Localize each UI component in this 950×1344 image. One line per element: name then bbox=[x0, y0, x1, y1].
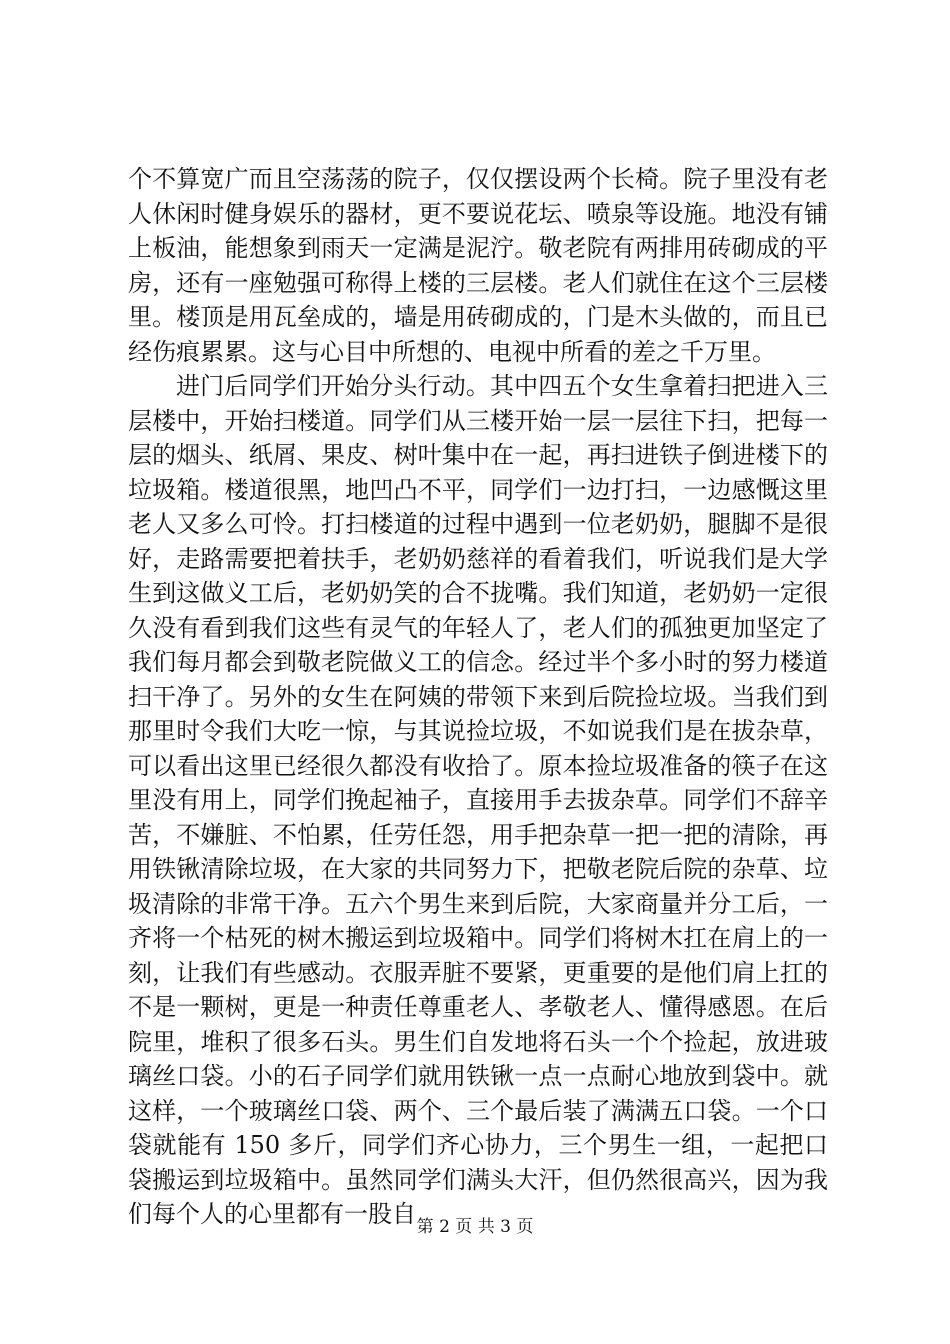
paragraph-2: 进门后同学们开始分头行动。其中四五个女生拿着扫把进入三层楼中，开始扫楼道。同学们从三楼开始一层一层往下扫，把每一层的烟头、纸屑、果皮、树叶集中在一起，再扫进铁子倒进楼下的垃圾箱。楼道很黑，地凹凸不平，同学们一边打扫，一边感慨这里老人又多么可怜。打扫楼道的过程中遇到一位老奶奶，腿脚不是很好，走路需要把着扶手，老奶奶慈祥的看着我们，听说我们是大学生到这做义工后，老奶奶笑的合不拢嘴。我们知道，老奶奶一定很久没有看到我们这些有灵气的年轻人了，老人们的孤独更加坚定了我们每月都会到敬老院做义工的信念。经过半个多小时的努力楼道扫干净了。另外的女生在阿姨的带领下来到后院捡垃圾。当我们到那里时令我们大吃一惊，与其说捡垃圾，不如说我们是在拔杂草，可以看出这里已经很久都没有收拾了。原本捡垃圾准备的筷子在这里没有用上，同学们挽起袖子，直接用手去拔杂草。同学们不辞辛苦，不嫌脏、不怕累，任劳任怨，用手把杂草一把一把的清除，再用铁锹清除垃圾，在大家的共同努力下，把敬老院后院的杂草、垃圾清除的非常干净。五六个男生来到后院，大家商量并分工后，一齐将一个枯死的树木搬运到垃圾箱中。同学们将树木扛在肩上的一刻，让我们有些感动。衣服弄脏不要紧，更重要的是他们肩上扛的不是一颗树，更是一种责任尊重老人、孝敬老人、懂得感恩。在后院里，堆积了很多石头。男生们自发地将石头一个个捡起，放进玻璃丝口袋。小的石子同学们就用铁锹一点一点耐心地放到袋中。就这样，一个玻璃丝口袋、两个、三个最后装了满满五口袋。一个口袋就能有 150 多斤，同学们齐心协力，三个男生一组，一起把口袋搬运到垃圾箱中。虽然同学们满头大汗，但仍然很高兴，因为我们每个人的心里都有一股自 bbox=[128, 372, 828, 1228]
paragraph-1: 个不算宽广而且空荡荡的院子，仅仅摆设两个长椅。院子里没有老人休闲时健身娱乐的器材，更不要说花坛、喷泉等设施。地没有铺上板油，能想象到雨天一定满是泥泞。敬老院有两排用砖砌成的平房，还有一座勉强可称得上楼的三层楼。老人们就住在这个三层楼里。楼顶是用瓦垒成的，墙是用砖砌成的，门是木头做的，而且已经伤痕累累。这与心目中所想的、电视中所看的差之千万里。 bbox=[128, 165, 828, 366]
document-body bbox=[128, 162, 828, 1232]
page-footer bbox=[0, 1216, 950, 1238]
page-number-label: 第 2 页 共 3 页 bbox=[416, 1217, 534, 1237]
